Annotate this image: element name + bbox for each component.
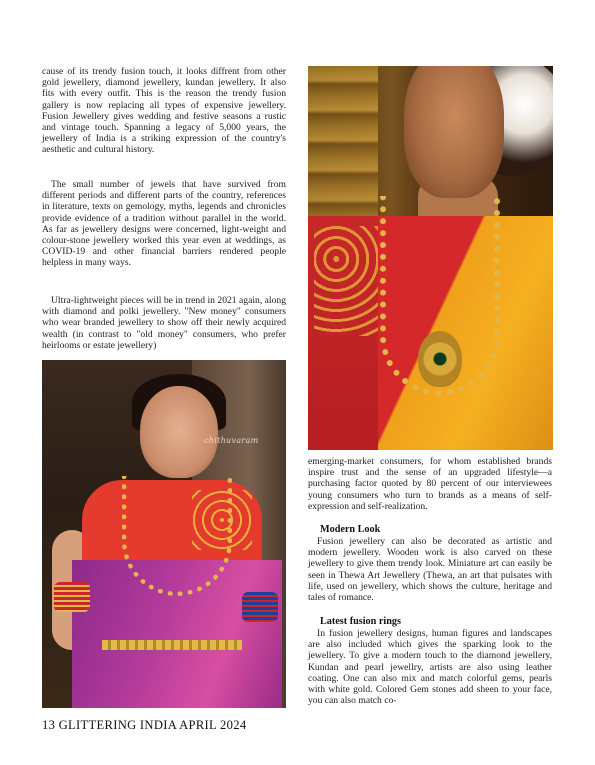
- article-paragraph: The small number of jewels that have survived from different periods and different parts of the country, references in literature, texts on gemology, myths, legends and chronicles provide evidence of a tradition without parallel in the world. As far as jewellery designs were concerned, light-weight and colour-stone jewellery worked this year even at weddings, as COVID-19 and other financial barriers rendered people helpless in many ways.: [42, 179, 286, 269]
- article-paragraph: cause of its trendy fusion touch, it looks diffrent from other gold jewellery, diamond jewellery, kundan jewellery. It also fits with every outfit. This is the reason the trendy fusion gallery is now replacing all types of expensive jewellery. Fusion Jewellery gives wedding and festive seasons a rustic and vintage touch. Spanning a legacy of 5,000 years, the jewellery of India is a striking expression of the country's aesthetic and cultural history.: [42, 66, 286, 156]
- article-paragraph: emerging-market consumers, for whom established brands inspire trust and the sense of an upgraded lifestyle—a purchasing factor quoted by 80 percent of our interviewees young consumers who turn to brands as a means of self-expression and self-realization.: [308, 456, 552, 512]
- bride-portrait-photo: [42, 360, 286, 708]
- face: [140, 386, 218, 478]
- section-heading: Modern Look: [320, 524, 381, 535]
- blouse-embroidery: [314, 226, 388, 336]
- bangles-right: [242, 592, 278, 622]
- article-paragraph: Fusion jewellery can also be decorated as artistic and modern jewellery. Wooden work is also carved on these jewellery to give them trendy look. Miniature art can easily be seen in Thewa Art Jewellery (Thewa, an art that pulsates with life, used on jewellery, which shows the culture, heritage and tales of romance.: [308, 536, 552, 604]
- gold-necklace: [122, 476, 232, 596]
- waist-belt: [102, 640, 242, 650]
- face: [404, 66, 504, 198]
- article-paragraph: In fusion jewellery designs, human figures and landscapes are also included which gives the sparking look to the jewellery. To give a modern touch to the diamond jewellery, Kundan and pearl jewellry, artists are also using leather coating. One can also mix and match colorful gems, pearls with white gold. Colored Gem stones add sheen to your face, you can also match co-: [308, 628, 552, 707]
- model-jewellery-photo: [308, 66, 553, 450]
- photographer-signature: chithuvaram: [204, 436, 259, 445]
- bangles-left: [54, 582, 90, 612]
- section-heading: Latest fusion rings: [320, 616, 401, 627]
- pendant: [418, 331, 462, 387]
- page-footer: 13 GLITTERING INDIA APRIL 2024: [42, 718, 247, 732]
- article-paragraph: Ultra-lightweight pieces will be in trend in 2021 again, along with diamond and polki jewellery. "New money" consumers who wear branded jewellery to show off their newly acquired wealth (in contrast to "old money" consumers, who prefer heirlooms or estate jewellery): [42, 295, 286, 351]
